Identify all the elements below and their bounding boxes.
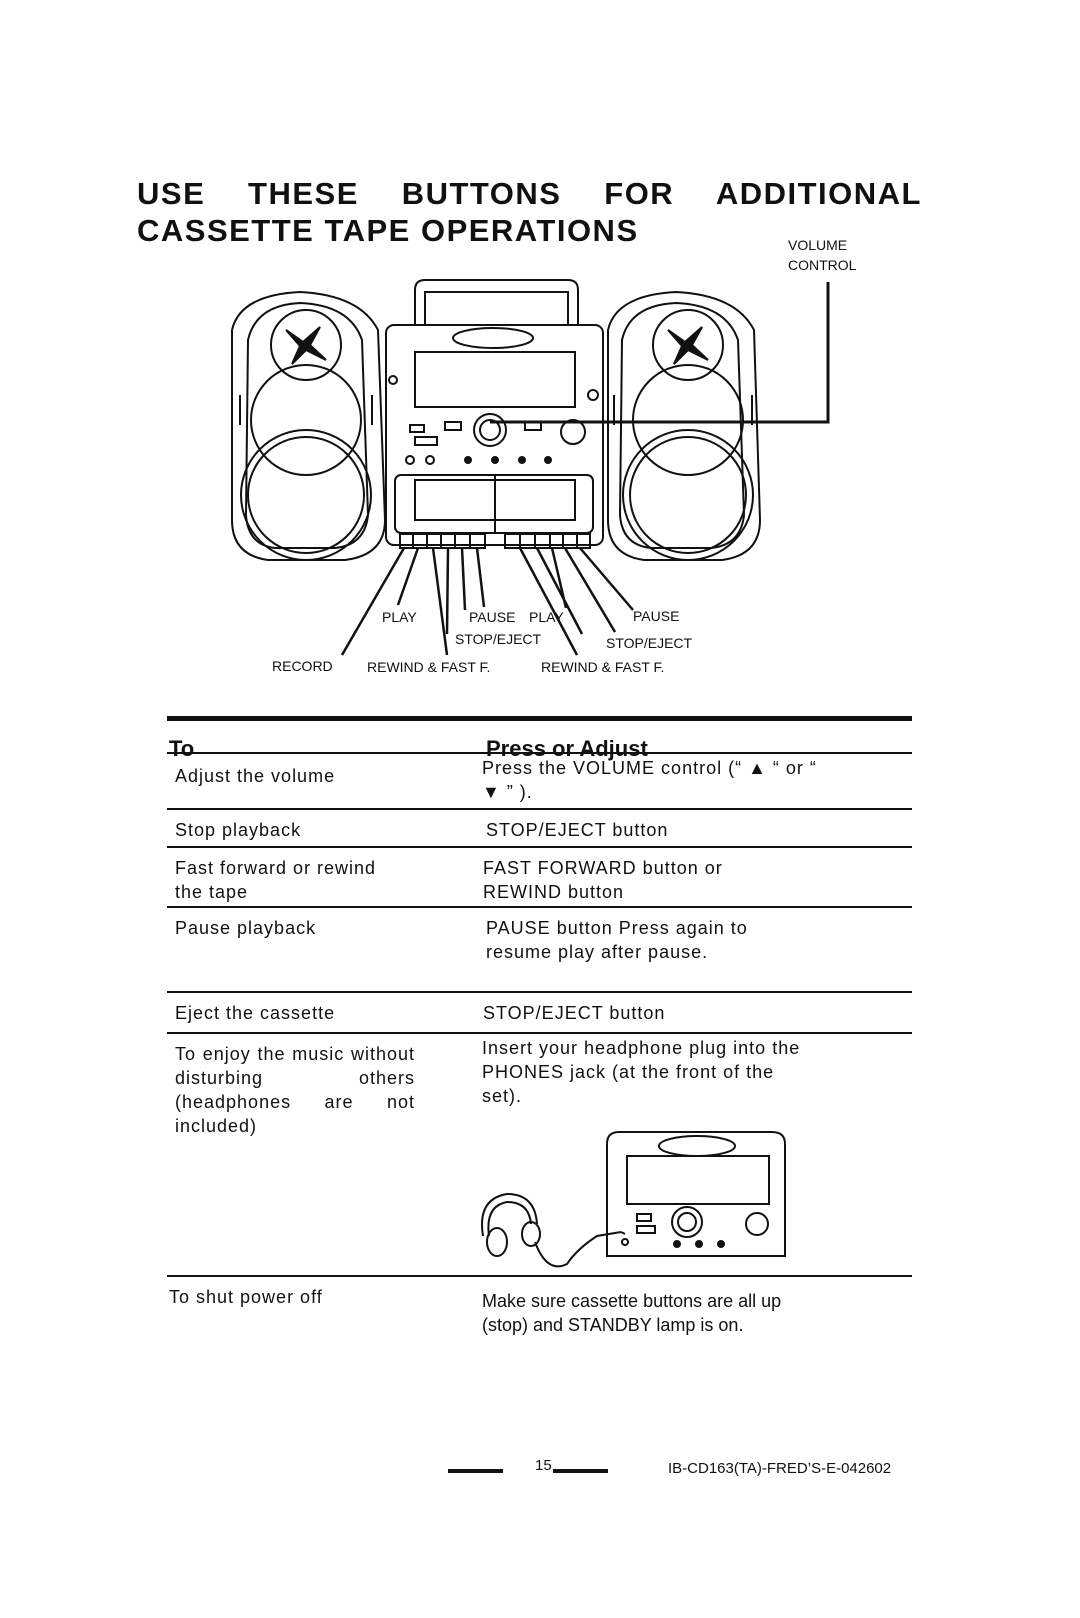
rewind-ff-right-label: REWIND & FAST F. [541, 659, 665, 675]
table-row [167, 906, 912, 962]
table-row [167, 752, 912, 802]
table-row [167, 808, 912, 840]
row-to-cell: Adjust the volume [175, 766, 336, 786]
main-unit-illustration [386, 280, 603, 548]
footer-rule-right [553, 1469, 608, 1473]
table-top-rule [167, 716, 912, 721]
pause-left-label: PAUSE [469, 609, 516, 625]
left-speaker-illustration [232, 292, 385, 560]
row-to-cell: Fast forward or rewind the tape [175, 858, 377, 902]
table-row [167, 1275, 912, 1335]
row-press-cell: PAUSE button Press again to resume play after pause. [486, 918, 748, 962]
row-press-cell: Insert your headphone plug into the PHONES jack (at the front of the set). [482, 1038, 801, 1106]
volume-label-line-2: CONTROL [788, 257, 857, 273]
right-speaker-illustration [608, 292, 760, 560]
play-left-label: PLAY [382, 609, 417, 625]
table-row [167, 846, 912, 902]
header-to: To [169, 736, 195, 761]
volume-label-line-1: VOLUME [788, 237, 848, 253]
record-label: RECORD [272, 658, 333, 674]
footer-rule-left [448, 1469, 503, 1473]
headphones-illustration [477, 1124, 827, 1284]
stereo-system-diagram [0, 225, 1080, 695]
pause-right-label: PAUSE [633, 608, 680, 624]
title-line-1: USE THESE BUTTONS FOR ADDITIONAL [137, 176, 922, 211]
row-to-cell: Stop playback [175, 820, 302, 840]
row-to-cell: To enjoy the music without disturbing others (headphones are not included) [175, 1044, 415, 1136]
table-row [167, 1032, 912, 1136]
stop-eject-right-label: STOP/EJECT [606, 635, 693, 651]
row-press-cell: Press the VOLUME control (“ ▲ “ or “ ▼ ” ). [482, 758, 817, 802]
play-right-label: PLAY [529, 609, 564, 625]
row-to-cell: To shut power off [169, 1287, 323, 1307]
stop-eject-left-label: STOP/EJECT [455, 631, 542, 647]
page-number: 15 [535, 1457, 552, 1474]
document-id: IB-CD163(TA)-FRED’S-E-042602 [668, 1460, 892, 1477]
row-to-cell: Eject the cassette [175, 1003, 336, 1023]
row-press-cell: Make sure cassette buttons are all up (stop) and STANDBY lamp is on. [482, 1291, 782, 1335]
header-press-or-adjust: Press or Adjust [486, 736, 648, 761]
title-line-2: CASSETTE TAPE OPERATIONS [137, 213, 639, 248]
row-press-cell: FAST FORWARD button or REWIND button [483, 858, 723, 902]
rewind-ff-left-label: REWIND & FAST F. [367, 659, 491, 675]
row-to-cell: Pause playback [175, 918, 317, 938]
row-press-cell: STOP/EJECT button [483, 1003, 666, 1023]
table-row [167, 991, 912, 1023]
row-press-cell: STOP/EJECT button [486, 820, 669, 840]
